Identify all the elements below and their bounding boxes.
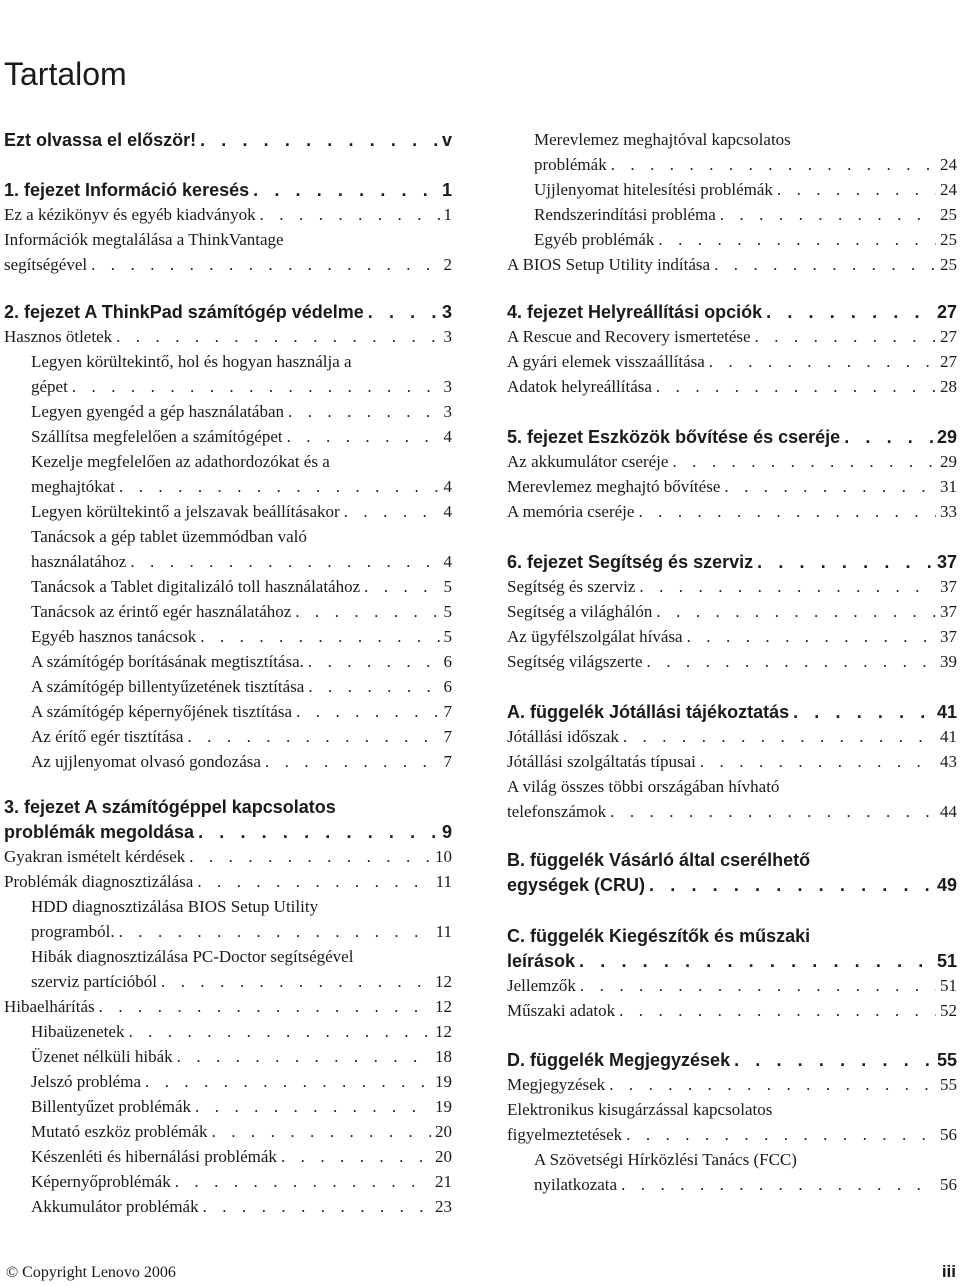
toc-entry-text: A gyári elemek visszaállítása <box>507 352 705 371</box>
dot-leader <box>645 873 933 897</box>
toc-entry <box>4 845 452 869</box>
dot-leader <box>87 253 439 277</box>
toc-section-heading <box>507 425 957 449</box>
toc-entry-text: Ezt olvassa el először! <box>4 130 197 150</box>
dot-leader <box>124 1020 431 1044</box>
toc-entry <box>4 920 452 944</box>
toc-page-number: 37 <box>936 552 957 572</box>
toc-entry-text: Készenléti és hibernálási problémák <box>31 1147 277 1166</box>
toc-entry <box>507 750 957 774</box>
toc-entry-text: Kezelje megfelelően az adathordozókat és a <box>31 452 330 471</box>
toc-page-number: 9 <box>441 822 452 842</box>
toc-page-number: 3 <box>441 302 452 322</box>
toc-page-number: 19 <box>435 1072 452 1091</box>
toc-section-heading <box>4 820 452 844</box>
dot-leader <box>364 300 438 324</box>
dot-leader <box>340 500 440 524</box>
dot-leader <box>762 300 933 324</box>
toc-page-number: 20 <box>435 1122 452 1141</box>
dot-leader <box>773 178 936 202</box>
dot-leader <box>126 550 439 574</box>
dot-leader <box>619 725 936 749</box>
toc-page-number: 4 <box>443 502 452 521</box>
toc-page-number: 7 <box>443 727 452 746</box>
toc-entry-text: Hasznos ötletek <box>4 327 113 346</box>
toc-entry-text: Tanácsok a Tablet digitalizáló toll használatához <box>31 577 361 596</box>
toc-entry-text: Az akkumulátor cseréje <box>507 452 669 471</box>
dot-leader <box>291 600 439 624</box>
toc-entry-text: Legyen körültekintő, hol és hogyan használja a <box>31 352 352 371</box>
toc-page-number: 3 <box>443 377 452 396</box>
toc-entry-text: Gyakran ismételt kérdések <box>4 847 186 866</box>
toc-entry <box>4 750 452 774</box>
toc-entry-text: Egyéb problémák <box>534 230 655 249</box>
toc-entry <box>4 725 452 749</box>
toc-entry-text: 2. fejezet A ThinkPad számítógép védelme <box>4 302 364 322</box>
toc-page-number: 6 <box>443 652 452 671</box>
toc-entry <box>4 650 452 674</box>
toc-entry-text: egységek (CRU) <box>507 875 646 895</box>
toc-entry-text: Adatok helyreállítása <box>507 377 652 396</box>
toc-page-number: 11 <box>435 922 452 941</box>
dot-leader <box>193 870 431 894</box>
toc-entry <box>507 1148 957 1172</box>
toc-section-heading <box>507 949 957 973</box>
toc-entry-text: problémák <box>534 155 607 174</box>
toc-entry <box>507 128 957 152</box>
toc-page-number: 33 <box>940 502 957 521</box>
toc-entry <box>4 425 452 449</box>
toc-entry <box>4 1045 452 1069</box>
toc-entry <box>4 995 452 1019</box>
toc-entry-text: Jótállási szolgáltatás típusai <box>507 752 696 771</box>
toc-entry <box>507 450 957 474</box>
toc-page-number: 39 <box>940 652 957 671</box>
toc-entry <box>507 475 957 499</box>
toc-entry-text: Rendszerindítási probléma <box>534 205 716 224</box>
toc-entry <box>507 1173 957 1197</box>
dot-leader <box>360 575 439 599</box>
toc-entry <box>507 600 957 624</box>
dot-leader <box>652 375 936 399</box>
toc-page-number: 11 <box>435 872 452 891</box>
toc-entry-text: Képernyőproblémák <box>31 1172 171 1191</box>
toc-page-number: 5 <box>443 577 452 596</box>
toc-entry <box>507 500 957 524</box>
toc-section-heading <box>4 178 452 202</box>
toc-section-heading <box>4 795 452 819</box>
page-title: Tartalom <box>4 56 127 92</box>
toc-entry-text: használatához <box>31 552 127 571</box>
toc-page-number: 20 <box>435 1147 452 1166</box>
toc-section-heading <box>507 300 957 324</box>
dot-leader <box>173 1045 431 1069</box>
toc-page-number: 37 <box>940 627 957 646</box>
toc-page-number: 28 <box>940 377 957 396</box>
dot-leader <box>115 920 432 944</box>
toc-entry-text: Jellemzők <box>507 976 576 995</box>
toc-page-number: 5 <box>443 602 452 621</box>
toc-entry-text: B. függelék Vásárló által cserélhető <box>507 850 811 870</box>
toc-page-number: 56 <box>940 1125 957 1144</box>
dot-leader <box>171 1170 431 1194</box>
toc-entry-text: A. függelék Jótállási tájékoztatás <box>507 702 790 722</box>
dot-leader <box>634 500 936 524</box>
toc-entry <box>4 895 452 919</box>
toc-page-number: 1 <box>441 180 452 200</box>
toc-entry <box>507 1098 957 1122</box>
toc-entry-text: Üzenet nélküli hibák <box>31 1047 173 1066</box>
toc-entry-text: leírások <box>507 951 576 971</box>
toc-entry-text: Szállítsa megfelelően a számítógépet <box>31 427 283 446</box>
toc-entry-text: figyelmeztetések <box>507 1125 623 1144</box>
toc-entry <box>507 725 957 749</box>
dot-leader <box>751 325 936 349</box>
dot-leader <box>720 475 936 499</box>
toc-page-number: 3 <box>443 327 452 346</box>
toc-page-number: 10 <box>435 847 452 866</box>
toc-entry <box>507 999 957 1023</box>
toc-entry-text: Jelszó probléma <box>31 1072 141 1091</box>
toc-section-heading <box>507 873 957 897</box>
toc-entry <box>507 178 957 202</box>
toc-entry-text: Segítség a világhálón <box>507 602 653 621</box>
toc-entry <box>4 525 452 549</box>
toc-entry <box>507 228 957 252</box>
dot-leader <box>68 375 440 399</box>
toc-page-number: 37 <box>940 577 957 596</box>
toc-section-heading <box>507 848 957 872</box>
toc-entry-text: A BIOS Setup Utility indítása <box>507 255 711 274</box>
toc-entry-text: Ujjlenyomat hitelesítési problémák <box>534 180 773 199</box>
toc-page-number: 51 <box>936 951 957 971</box>
toc-entry-text: telefonszámok <box>507 802 607 821</box>
toc-page-number: 2 <box>443 255 452 274</box>
toc-entry <box>4 325 452 349</box>
toc-entry <box>4 253 452 277</box>
dot-leader <box>643 650 937 674</box>
dot-leader <box>710 253 936 277</box>
dot-leader <box>196 625 439 649</box>
toc-page-number: 25 <box>940 205 957 224</box>
toc-entry <box>4 600 452 624</box>
toc-entry <box>4 1020 452 1044</box>
toc-page-number: 29 <box>936 427 957 447</box>
toc-entry-text: Merevlemez meghajtóval kapcsolatos <box>534 130 791 149</box>
copyright-footer: © Copyright Lenovo 2006 <box>6 1264 176 1281</box>
toc-entry <box>4 700 452 724</box>
toc-entry <box>4 970 452 994</box>
toc-entry <box>507 325 957 349</box>
toc-entry <box>507 153 957 177</box>
toc-page-number: 4 <box>443 427 452 446</box>
toc-entry-text: gépet <box>31 377 68 396</box>
toc-entry <box>507 650 957 674</box>
toc-entry <box>4 450 452 474</box>
dot-leader <box>191 1095 431 1119</box>
toc-entry-text: Hibaelhárítás <box>4 997 95 1016</box>
dot-leader <box>208 1120 431 1144</box>
toc-entry <box>4 375 452 399</box>
toc-entry-text: szerviz partícióból <box>31 972 158 991</box>
toc-entry <box>4 1095 452 1119</box>
dot-leader <box>112 325 439 349</box>
dot-leader <box>249 178 438 202</box>
toc-page-number: 12 <box>435 972 452 991</box>
toc-page-number: 37 <box>940 602 957 621</box>
toc-section-heading <box>507 1048 957 1072</box>
dot-leader <box>683 625 936 649</box>
toc-entry-text: 6. fejezet Segítség és szerviz <box>507 552 754 572</box>
toc-section-heading <box>507 924 957 948</box>
page-number: iii <box>941 1262 956 1281</box>
toc-entry-text: Mutató eszköz problémák <box>31 1122 208 1141</box>
dot-leader <box>654 228 936 252</box>
toc-entry-text: A számítógép képernyőjének tisztítása <box>31 702 293 721</box>
dot-leader <box>705 350 936 374</box>
toc-entry-text: Jótállási időszak <box>507 727 619 746</box>
toc-page-number: 24 <box>940 155 957 174</box>
toc-entry-text: Az ügyfélszolgálat hívása <box>507 627 683 646</box>
toc-page-number: 12 <box>435 997 452 1016</box>
dot-leader <box>141 1070 431 1094</box>
toc-entry-text: Hibák diagnosztizálása PC-Doctor segítségével <box>31 947 354 966</box>
toc-entry-text: Tanácsok a gép tablet üzemmódban való <box>31 527 307 546</box>
toc-entry-text: 5. fejezet Eszközök bővítése és cseréje <box>507 427 841 447</box>
toc-entry-text: A Szövetségi Hírközlési Tanács (FCC) <box>534 1150 797 1169</box>
toc-entry-text: meghajtókat <box>31 477 116 496</box>
toc-entry <box>4 945 452 969</box>
toc-page-number: 7 <box>443 752 452 771</box>
toc-page-number: 18 <box>435 1047 452 1066</box>
dot-leader <box>256 203 440 227</box>
toc-entry-text: HDD diagnosztizálása BIOS Setup Utility <box>31 897 319 916</box>
toc-entry <box>4 1145 452 1169</box>
toc-entry-text: Legyen körültekintő a jelszavak beállításakor <box>31 502 340 521</box>
toc-entry <box>4 400 452 424</box>
dot-leader <box>668 450 936 474</box>
toc-page-number: 56 <box>940 1175 957 1194</box>
dot-leader <box>284 400 440 424</box>
toc-entry <box>4 575 452 599</box>
toc-page-number: 24 <box>940 180 957 199</box>
toc-page-number: 27 <box>936 302 957 322</box>
dot-leader <box>185 845 431 869</box>
toc-entry <box>507 974 957 998</box>
toc-page-number: 51 <box>940 976 957 995</box>
dot-leader <box>183 725 439 749</box>
toc-page-number: 21 <box>435 1172 452 1191</box>
toc-entry <box>507 575 957 599</box>
toc-page-number: 41 <box>940 727 957 746</box>
toc-entry <box>507 375 957 399</box>
dot-leader <box>753 550 933 574</box>
dot-leader <box>607 153 936 177</box>
toc-entry <box>4 228 452 252</box>
dot-leader <box>605 1073 936 1097</box>
toc-entry-text: A számítógép borításának megtisztítása. <box>31 652 304 671</box>
toc-entry-text: A Rescue and Recovery ismertetése <box>507 327 751 346</box>
toc-entry <box>507 775 957 799</box>
toc-entry-text: Akkumulátor problémák <box>31 1197 199 1216</box>
toc-page-number: 55 <box>936 1050 957 1070</box>
toc-entry-text: Hibaüzenetek <box>31 1022 125 1041</box>
toc-entry <box>4 675 452 699</box>
toc-entry-text: Ez a kézikönyv és egyéb kiadványok <box>4 205 256 224</box>
dot-leader <box>261 750 440 774</box>
toc-page-number: 4 <box>443 552 452 571</box>
dot-leader <box>575 949 933 973</box>
dot-leader <box>115 475 439 499</box>
toc-entry-text: nyilatkozata <box>534 1175 618 1194</box>
toc-page-number: 41 <box>936 702 957 722</box>
toc-page-number: 31 <box>940 477 957 496</box>
toc-page-number: 52 <box>940 1001 957 1020</box>
dot-leader <box>696 750 936 774</box>
toc-entry <box>4 500 452 524</box>
toc-page-number: 5 <box>443 627 452 646</box>
toc-entry <box>507 1073 957 1097</box>
toc-entry-text: A memória cseréje <box>507 502 635 521</box>
toc-section-heading <box>4 128 452 152</box>
toc-entry-text: A világ összes többi országában hívható <box>507 777 780 796</box>
toc-page-number: 55 <box>940 1075 957 1094</box>
toc-entry-text: Műszaki adatok <box>507 1001 616 1020</box>
dot-leader <box>277 1145 431 1169</box>
toc-entry-text: 3. fejezet A számítógéppel kapcsolatos <box>4 797 336 817</box>
toc-entry <box>4 625 452 649</box>
dot-leader <box>304 650 440 674</box>
dot-leader <box>194 820 438 844</box>
toc-entry-text: C. függelék Kiegészítők és műszaki <box>507 926 811 946</box>
toc-entry <box>4 1195 452 1219</box>
toc-page-number: 6 <box>443 677 452 696</box>
toc-page-number: 23 <box>435 1197 452 1216</box>
toc-entry-text: Billentyűzet problémák <box>31 1097 192 1116</box>
toc-entry <box>4 1120 452 1144</box>
toc-entry-text: programból. <box>31 922 115 941</box>
dot-leader <box>304 675 439 699</box>
dot-leader <box>196 128 438 152</box>
toc-page-number: 19 <box>435 1097 452 1116</box>
dot-leader <box>652 600 936 624</box>
toc-page-number: 4 <box>443 477 452 496</box>
toc-entry-text: Egyéb hasznos tanácsok <box>31 627 197 646</box>
dot-leader <box>617 1173 936 1197</box>
dot-leader <box>730 1048 933 1072</box>
dot-leader <box>615 999 936 1023</box>
toc-entry <box>507 253 957 277</box>
dot-leader <box>199 1195 431 1219</box>
toc-entry <box>4 550 452 574</box>
toc-page-number: 12 <box>435 1022 452 1041</box>
toc-entry-text: A számítógép billentyűzetének tisztítása <box>31 677 305 696</box>
dot-leader <box>157 970 431 994</box>
toc-entry-text: Segítség világszerte <box>507 652 643 671</box>
toc-entry <box>4 350 452 374</box>
toc-page-number: 25 <box>940 255 957 274</box>
toc-entry <box>4 1170 452 1194</box>
toc-entry <box>507 625 957 649</box>
toc-entry-text: 4. fejezet Helyreállítási opciók <box>507 302 763 322</box>
toc-page-number: 49 <box>936 875 957 895</box>
toc-entry-text: problémák megoldása <box>4 822 195 842</box>
dot-leader <box>789 700 933 724</box>
toc-page-number: v <box>441 130 452 150</box>
toc-entry-text: 1. fejezet Információ keresés <box>4 180 250 200</box>
dot-leader <box>622 1123 936 1147</box>
toc-page-number: 1 <box>443 205 452 224</box>
toc-page-number: 27 <box>940 327 957 346</box>
dot-leader <box>716 203 936 227</box>
toc-section-heading <box>507 700 957 724</box>
toc-entry-text: Merevlemez meghajtó bővítése <box>507 477 721 496</box>
dot-leader <box>576 974 936 998</box>
toc-entry <box>507 350 957 374</box>
dot-leader <box>292 700 439 724</box>
toc-entry-text: Információk megtalálása a ThinkVantage <box>4 230 284 249</box>
toc-entry-text: Legyen gyengéd a gép használatában <box>31 402 284 421</box>
toc-entry-text: Segítség és szerviz <box>507 577 636 596</box>
toc-page-number: 27 <box>940 352 957 371</box>
toc-entry-text: Az érítő egér tisztítása <box>31 727 184 746</box>
toc-entry <box>507 1123 957 1147</box>
toc-section-heading <box>4 300 452 324</box>
toc-entry <box>507 800 957 824</box>
toc-page-number: 25 <box>940 230 957 249</box>
toc-entry <box>4 475 452 499</box>
dot-leader <box>635 575 936 599</box>
toc-entry <box>4 870 452 894</box>
toc-entry <box>4 203 452 227</box>
toc-entry <box>507 203 957 227</box>
toc-page-number: 7 <box>443 702 452 721</box>
dot-leader <box>95 995 431 1019</box>
toc-section-heading <box>507 550 957 574</box>
toc-entry-text: Megjegyzések <box>507 1075 606 1094</box>
toc-entry-text: Az ujjlenyomat olvasó gondozása <box>31 752 261 771</box>
toc-entry-text: Tanácsok az érintő egér használatához <box>31 602 292 621</box>
toc-entry-text: Problémák diagnosztizálása <box>4 872 194 891</box>
toc-page-number: 3 <box>443 402 452 421</box>
toc-page-number: 43 <box>940 752 957 771</box>
toc-entry <box>4 1070 452 1094</box>
toc-entry-text: Elektronikus kisugárzással kapcsolatos <box>507 1100 773 1119</box>
toc-page-number: 44 <box>940 802 957 821</box>
toc-entry-text: segítségével <box>4 255 88 274</box>
toc-entry-text: D. függelék Megjegyzések <box>507 1050 731 1070</box>
dot-leader <box>606 800 936 824</box>
toc-page-number: 29 <box>940 452 957 471</box>
dot-leader <box>283 425 440 449</box>
dot-leader <box>840 425 933 449</box>
